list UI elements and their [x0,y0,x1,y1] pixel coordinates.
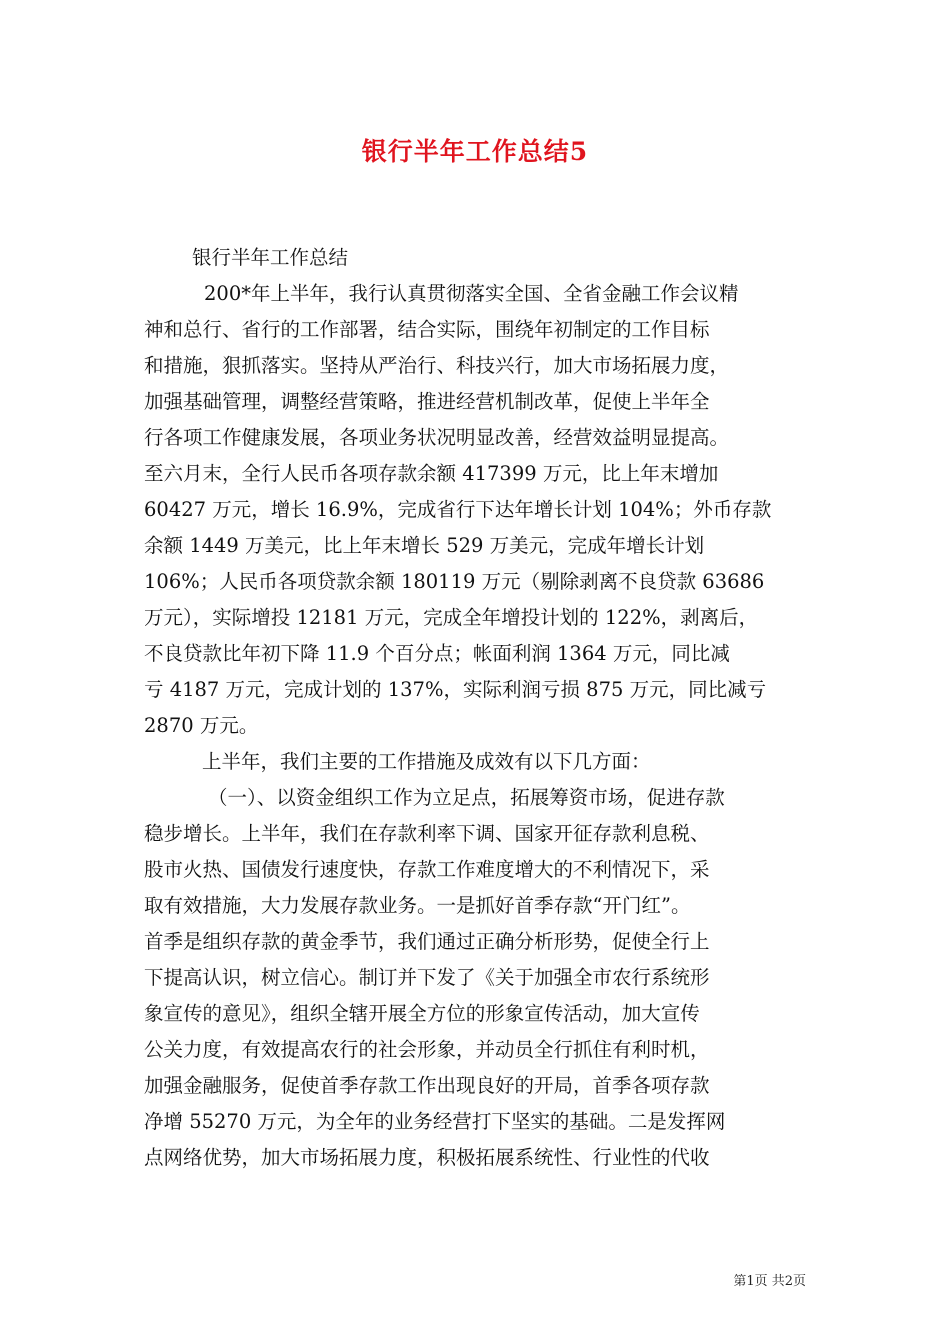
paragraph-line: 点网络优势，加大市场拓展力度，积极拓展系统性、行业性的代收 [144,1146,710,1169]
paragraph-line: 净增 55270 万元，为全年的业务经营打下坚实的基础。二是发挥网 [144,1110,726,1133]
document-title: 银行半年工作总结5 [361,137,589,166]
paragraph-line: 60427 万元，增长 16.9%，完成省行下达年增长计划 104%；外币存款 [144,498,772,521]
paragraph-line: 股市火热、国债发行速度快，存款工作难度增大的不利情况下，采 [144,858,710,881]
paragraph-line: 首季是组织存款的黄金季节，我们通过正确分析形势，促使全行上 [144,930,710,953]
paragraph-line: 下提高认识，树立信心。制订并下发了《关于加强全市农行系统形 [144,966,710,989]
paragraph-line: 加强金融服务，促使首季存款工作出现良好的开局，首季各项存款 [144,1074,710,1097]
paragraph-line: 稳步增长。上半年，我们在存款利率下调、国家开征存款利息税、 [144,822,710,845]
paragraph-line: 上半年，我们主要的工作措施及成效有以下几方面： [202,750,651,773]
paragraph-line: 不良贷款比年初下降 11.9 个百分点；帐面利润 1364 万元，同比减 [144,642,730,665]
paragraph-line: 象宣传的意见》，组织全辖开展全方位的形象宣传活动，加大宣传 [144,1002,700,1025]
paragraph-line: 公关力度，有效提高农行的社会形象，并动员全行抓住有利时机， [144,1038,710,1061]
paragraph-line: 200*年上半年，我行认真贯彻落实全国、全省金融工作会议精 [204,282,739,305]
section-heading-line: （一）、以资金组织工作为立足点，拓展筹资市场，促进存款 [208,786,725,809]
document-body [144,240,812,1176]
paragraph-line: 余额 1449 万美元，比上年末增长 529 万美元，完成年增长计划 [144,534,705,557]
page-number-footer: 第1页 共2页 [733,1274,806,1289]
paragraph-line: 2870 万元。 [144,714,259,737]
paragraph-line: 万元），实际增投 12181 万元，完成全年增投计划的 122%，剥离后， [144,606,759,629]
paragraph-line: 加强基础管理，调整经营策略，推进经营机制改革，促使上半年全 [144,390,710,413]
paragraph-line: 取有效措施，大力发展存款业务。一是抓好首季存款“开门红”。 [144,894,691,917]
subtitle-line: 银行半年工作总结 [192,246,349,269]
paragraph-line: 行各项工作健康发展，各项业务状况明显改善，经营效益明显提高。 [144,426,730,449]
paragraph-line: 和措施，狠抓落实。坚持从严治行、科技兴行，加大市场拓展力度， [144,354,730,377]
paragraph-line: 106%；人民币各项贷款余额 180119 万元（剔除剥离不良贷款 63686 [144,570,765,593]
paragraph-line: 神和总行、省行的工作部署，结合实际，围绕年初制定的工作目标 [144,318,710,341]
paragraph-line: 亏 4187 万元，完成计划的 137%，实际利润亏损 875 万元，同比减亏 [144,678,767,701]
paragraph-line: 至六月末，全行人民币各项存款余额 417399 万元，比上年末增加 [144,462,719,485]
